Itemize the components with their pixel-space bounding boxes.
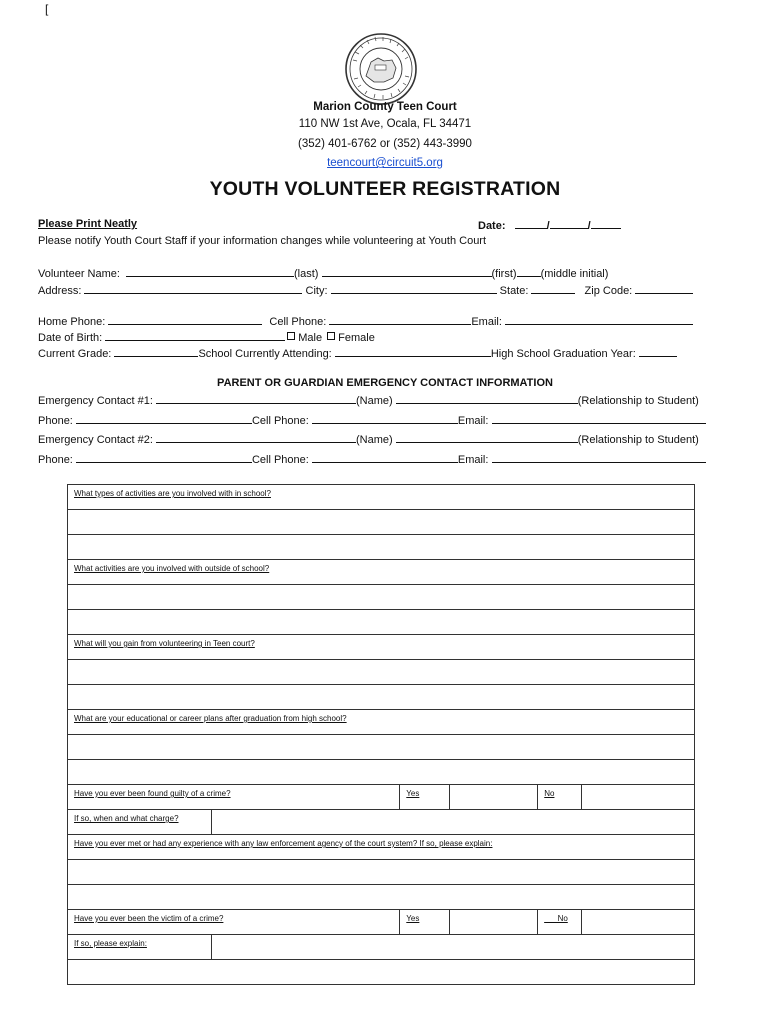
question-found-guilty: Have you ever been found guilty of a crime? — [68, 785, 400, 810]
table-row — [68, 610, 695, 635]
victim-yes-label: Yes — [400, 910, 450, 935]
table-row — [68, 485, 695, 510]
guilty-yes-box[interactable] — [450, 785, 538, 810]
emergency-contact-1-row: Emergency Contact #1: (Name) (Relationship to Student) — [38, 395, 699, 407]
male-checkbox[interactable] — [287, 332, 295, 340]
table-row — [68, 660, 695, 685]
phone-row: Home Phone: Cell Phone: Email: — [38, 314, 693, 328]
date-field[interactable]: Date: / / — [478, 218, 621, 232]
contact1-phone-field[interactable] — [76, 413, 252, 424]
org-address: 110 NW 1st Ave, Ocala, FL 34471 — [298, 118, 472, 130]
emergency-contact-1-phone-row: Phone: Cell Phone: Email: — [38, 413, 706, 427]
victim-no-box[interactable] — [582, 910, 695, 935]
victim-no-label: ___No — [538, 910, 582, 935]
answer-line[interactable] — [68, 760, 695, 785]
grad-year-field[interactable] — [639, 346, 677, 357]
emergency-heading: PARENT OR GUARDIAN EMERGENCY CONTACT INFORMATION — [217, 377, 553, 389]
emergency-contact-2-row: Emergency Contact #2: (Name) (Relationship to Student) — [38, 434, 699, 446]
question-victim-followup: If so, please explain: — [68, 935, 212, 960]
victim-answer[interactable] — [212, 935, 695, 960]
answer-line[interactable] — [68, 660, 695, 685]
table-row — [68, 885, 695, 910]
question-career-plans: What are your educational or career plans after graduation from high school? — [68, 710, 695, 735]
emergency-contact-2-phone-row: Phone: Cell Phone: Email: — [38, 452, 706, 466]
contact1-cell-field[interactable] — [312, 413, 458, 424]
questionnaire-table — [67, 484, 695, 985]
question-victim: Have you ever been the victim of a crime? — [68, 910, 400, 935]
female-checkbox[interactable] — [327, 332, 335, 340]
answer-line[interactable] — [68, 960, 695, 985]
table-row — [68, 935, 695, 960]
contact1-name-field[interactable] — [156, 393, 356, 404]
teen-court-seal-icon — [344, 32, 418, 106]
contact1-email-field[interactable] — [492, 413, 706, 424]
answer-line[interactable] — [68, 585, 695, 610]
address-row: Address: City: State: Zip Code: — [38, 283, 693, 297]
grade-field[interactable] — [114, 346, 198, 357]
table-row — [68, 835, 695, 860]
school-row: Current Grade: School Currently Attending: High School Graduation Year: — [38, 346, 677, 360]
question-activities-outside-school: What activities are you involved with outside of school? — [68, 560, 695, 585]
org-name: Marion County Teen Court — [313, 101, 457, 113]
table-row — [68, 635, 695, 660]
contact2-email-field[interactable] — [492, 452, 706, 463]
guilty-no-label: No — [538, 785, 582, 810]
guilty-no-box[interactable] — [582, 785, 695, 810]
address-field[interactable] — [84, 283, 302, 294]
contact2-cell-field[interactable] — [312, 452, 458, 463]
org-email-link[interactable]: teencourt@circuit5.org — [327, 157, 443, 169]
answer-line[interactable] — [68, 510, 695, 535]
table-row — [68, 760, 695, 785]
email-field[interactable] — [505, 314, 693, 325]
guilty-yes-label: Yes — [400, 785, 450, 810]
question-activities-in-school: What types of activities are you involved with in school? — [68, 485, 695, 510]
page-title: YOUTH VOLUNTEER REGISTRATION — [209, 178, 561, 200]
table-row — [68, 735, 695, 760]
volunteer-name-row: Volunteer Name: (last) (first) (middle initial) — [38, 268, 609, 280]
charge-answer[interactable] — [212, 810, 695, 835]
bracket-mark: [ — [45, 2, 49, 16]
answer-line[interactable] — [68, 610, 695, 635]
first-name-field[interactable] — [322, 266, 492, 277]
contact2-phone-field[interactable] — [76, 452, 252, 463]
state-field[interactable] — [531, 283, 575, 294]
answer-line[interactable] — [68, 735, 695, 760]
table-row — [68, 960, 695, 985]
last-name-field[interactable] — [126, 266, 294, 277]
answer-line[interactable] — [68, 685, 695, 710]
table-row — [68, 910, 695, 935]
middle-initial-field[interactable] — [517, 266, 541, 277]
zip-field[interactable] — [635, 283, 693, 294]
cell-phone-field[interactable] — [329, 314, 471, 325]
table-row — [68, 535, 695, 560]
table-row — [68, 710, 695, 735]
table-row — [68, 585, 695, 610]
table-row — [68, 810, 695, 835]
org-phone: (352) 401-6762 or (352) 443-3990 — [298, 138, 472, 150]
table-row — [68, 510, 695, 535]
victim-yes-box[interactable] — [450, 910, 538, 935]
print-neatly-label: Please Print Neatly — [38, 218, 138, 230]
table-row — [68, 560, 695, 585]
notice-text: Please notify Youth Court Staff if your information changes while volunteering at Youth Court — [38, 235, 487, 247]
contact1-relationship-field[interactable] — [396, 393, 578, 404]
question-charge-followup: If so, when and what charge? — [68, 810, 212, 835]
question-law-enforcement: Have you ever met or had any experience with any law enforcement agency of the court system? If so, please explain: — [68, 835, 695, 860]
dob-row: Date of Birth: Male Female — [38, 332, 375, 344]
answer-line[interactable] — [68, 535, 695, 560]
question-volunteering-gain: What will you gain from volunteering in Teen court? — [68, 635, 695, 660]
contact2-name-field[interactable] — [156, 432, 356, 443]
date-label: Date: — [478, 220, 506, 232]
answer-line[interactable] — [68, 885, 695, 910]
answer-line[interactable] — [68, 860, 695, 885]
school-field[interactable] — [335, 346, 491, 357]
table-row — [68, 785, 695, 810]
table-row — [68, 860, 695, 885]
contact2-relationship-field[interactable] — [396, 432, 578, 443]
home-phone-field[interactable] — [108, 314, 262, 325]
dob-field[interactable] — [105, 330, 285, 341]
city-field[interactable] — [331, 283, 497, 294]
table-row — [68, 685, 695, 710]
